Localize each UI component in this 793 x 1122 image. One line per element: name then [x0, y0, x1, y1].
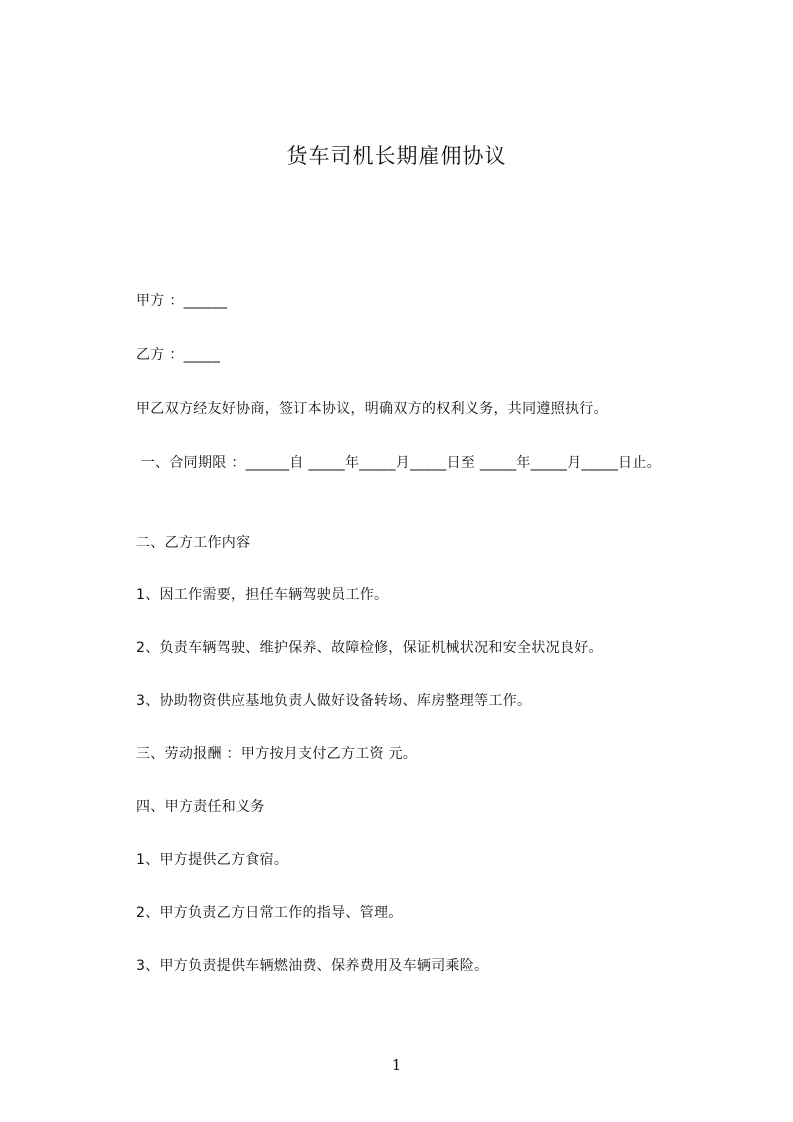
party-b-line: 乙方 ：_____ [136, 347, 221, 363]
page-number: 1 [391, 1056, 402, 1074]
section-4-item: 3、甲方负责提供车辆燃油费、保养费用及车辆司乘险。 [136, 958, 489, 974]
document-title: 货车司机长期雇佣协议 [286, 144, 507, 168]
section-2-item: 1、因工作需要，担任车辆驾驶员工作。 [136, 587, 389, 603]
intro-paragraph: 甲乙双方经友好协商，签订本协议，明确双方的权利义务，共同遵照执行。 [136, 401, 608, 417]
section-4-item: 2、甲方负责乙方日常工作的指导、管理。 [136, 905, 403, 921]
section-2-item: 3、协助物资供应基地负责人做好设备转场、库房整理等工作。 [136, 693, 532, 709]
section-4-item: 1、甲方提供乙方食宿。 [136, 852, 289, 868]
party-a-line: 甲方 ：______ [136, 293, 228, 309]
section-2-item: 2、负责车辆驾驶、维护保养、故障检修，保证机械状况和安全状况良好。 [136, 640, 603, 656]
section-2-heading: 二、乙方工作内容 [136, 535, 251, 551]
contract-term-paragraph: 一、合同期限 ：______自 _____年_____月_____日至 _____年_____月_____日止。 [136, 455, 661, 471]
section-4-heading: 四、甲方责任和义务 [136, 799, 265, 815]
section-3-paragraph: 三、劳动报酬 ：甲方按月支付乙方工资 元。 [136, 746, 418, 762]
